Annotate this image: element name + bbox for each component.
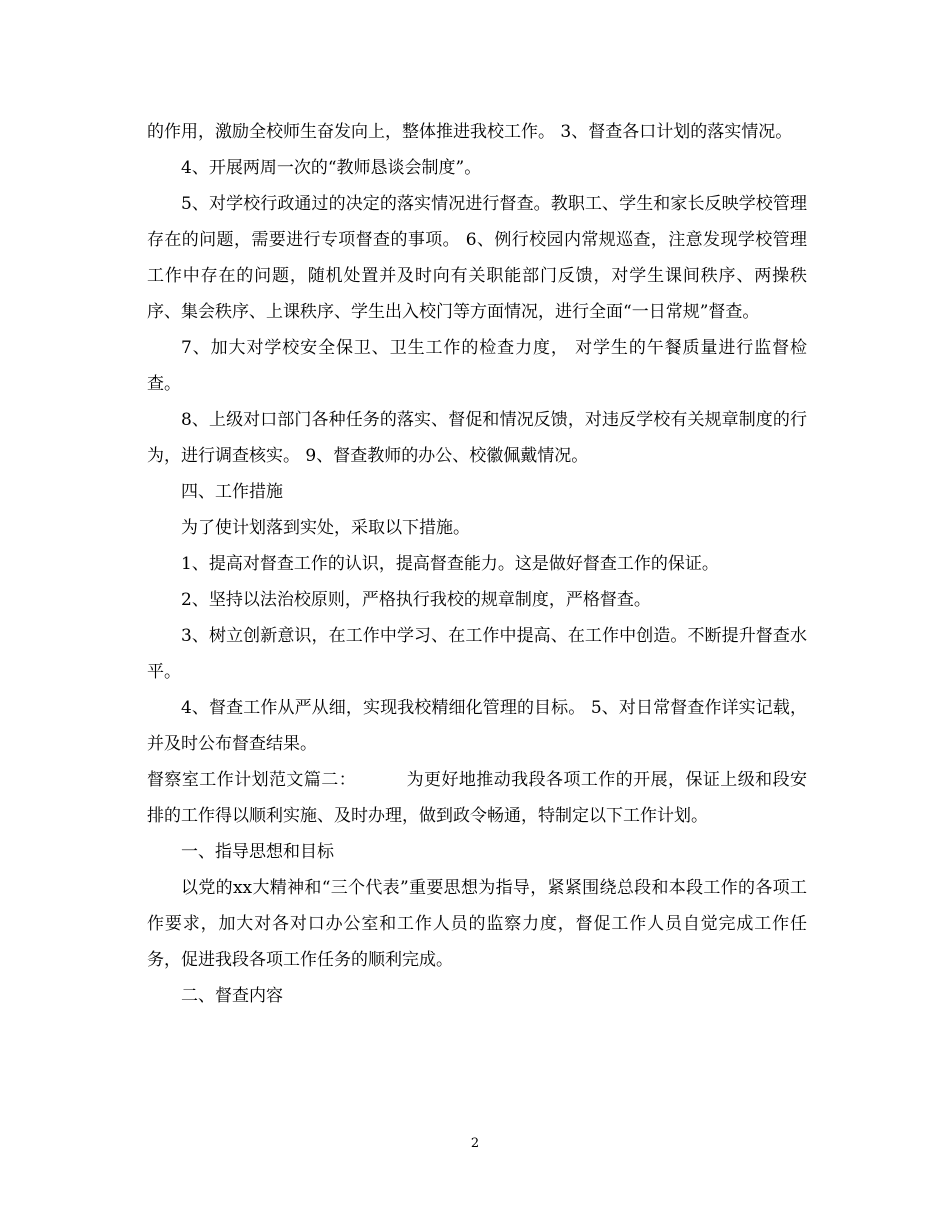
paragraph: 4、开展两周一次的“教师恳谈会制度”。 xyxy=(181,158,482,178)
paragraph: 7、加大对学校安全保卫、卫生工作的检查力度， 对学生的午餐质量进行监督检查。 xyxy=(147,338,807,394)
list-item: 4、督查工作从严从细，实现我校精细化管理的目标。 5、对日常督查作详实记载，并及时公布督查结果。 xyxy=(147,698,807,754)
paragraph: 8、上级对口部门各种任务的落实、督促和情况反馈，对违反学校有关规章制度的行为，进行调查核实。 9、督查教师的办公、校徽佩戴情况。 xyxy=(147,410,807,466)
section-heading: 二、督查内容 xyxy=(181,986,283,1006)
section-two-heading: 督察室工作计划范文篇二： xyxy=(147,770,357,790)
paragraph: 为了使计划落到实处，采取以下措施。 xyxy=(181,518,470,538)
page-number: 2 xyxy=(470,1136,480,1151)
list-item: 2、坚持以法治校原则，严格执行我校的规章制度，严格督查。 xyxy=(181,590,651,610)
paragraph: 5、对学校行政通过的决定的落实情况进行督查。教职工、学生和家长反映学校管理存在的问题，需要进行专项督查的事项。 6、例行校园内常规巡查，注意发现学校管理工作中存在的问题，随机处置并及时向有关职能部门反馈，对学生课间秩序、两操秩序、集会秩序、上课秩序、学生出入校门等方面情况，进行全面“一日常规”督查。 xyxy=(147,194,807,322)
section-two-text: 为更好地推动我段各项工作的开展，保证上级和段安排的工作得以顺利实施、及时办理，做到政令畅通，特制定以下工作计划。 xyxy=(147,770,808,826)
paragraph: 以党的xx大精神和“三个代表”重要思想为指导，紧紧围绕总段和本段工作的各项工作要求，加大对各对口办公室和工作人员的监察力度，督促工作人员自觉完成工作任务，促进我段各项工作任务的顺利完成。 xyxy=(147,878,807,970)
paragraph: 的作用，激励全校师生奋发向上，整体推进我校工作。 3、督查各口计划的落实情况。 xyxy=(147,122,793,142)
section-two-paragraph xyxy=(147,762,807,834)
section-heading: 四、工作措施 xyxy=(181,482,283,502)
list-item: 1、提高对督查工作的认识，提高督查能力。这是做好督查工作的保证。 xyxy=(181,554,719,574)
section-heading: 一、指导思想和目标 xyxy=(181,842,334,862)
document-body xyxy=(147,114,807,1014)
list-item: 3、树立创新意识，在工作中学习、在工作中提高、在工作中创造。不断提升督查水平。 xyxy=(147,626,807,682)
